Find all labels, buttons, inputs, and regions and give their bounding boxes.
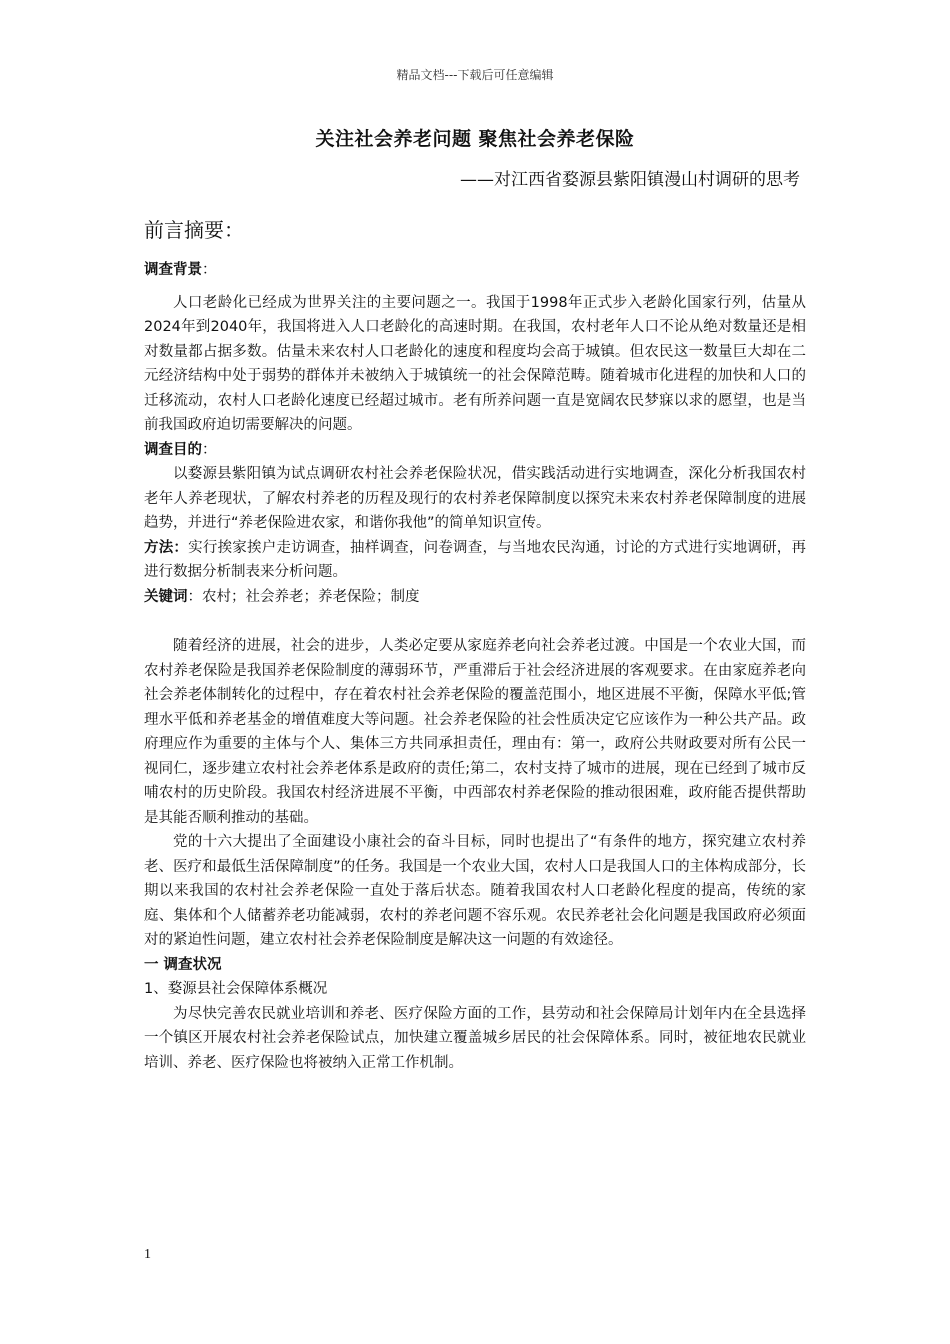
background-label: 调查背景	[144, 262, 202, 278]
keywords-line	[144, 585, 806, 610]
background-heading	[144, 258, 806, 283]
purpose-label: 调查目的	[144, 441, 202, 458]
purpose-paragraph: 以婺源县紫阳镇为试点调研农村社会养老保险状况，借实践活动进行实地调查，深化分析我国农村老年人养老现状，了解农村养老的历程及现行的农村养老保障制度以探究未来农村养老保障制度的进展趋势，并进行“养老保险进农家，和谐你我他”的简单知识宣传。	[144, 466, 806, 531]
section-heading: 前言摘要：	[144, 218, 244, 242]
page-number: 1	[144, 1247, 151, 1262]
chapter-heading: 一 调查状况	[144, 956, 222, 973]
background-paragraph: 人口老龄化已经成为世界关注的主要问题之一。我国于1998年正式步入老龄化国家行列，估量从2024年到2040年，我国将进入人口老龄化的高速时期。在我国，农村老年人口不论从绝对数量还是相对数量都占据多数。估量未来农村人口老龄化的速度和程度均会高于城镇。但农民这一数量巨大却在二元经济结构中处于弱势的群体并未被纳入于城镇统一的社会保障范畴。随着城市化进程的加快和人口的迁移流动，农村人口老龄化速度已经超过城市。老有所养问题一直是宽阔农民梦寐以求的愿望，也是当前我国政府迫切需要解决的问题。	[144, 294, 806, 433]
document-body	[144, 258, 806, 1075]
background-colon: ：	[202, 262, 217, 278]
keywords-text: ：农村；社会养老；养老保险；制度	[187, 588, 420, 605]
method-label: 方法：	[144, 539, 189, 556]
document-subtitle: ——对江西省婺源县紫阳镇漫山村调研的思考	[460, 170, 800, 190]
method-line	[144, 536, 806, 585]
header-note: 精品文档---下载后可任意编辑	[396, 68, 554, 82]
body-paragraph-1: 随着经济的进展，社会的进步，人类必定要从家庭养老向社会养老过渡。中国是一个农业大国，而农村养老保险是我国养老保险制度的薄弱环节，严重滞后于社会经济进展的客观要求。在由家庭养老向社会养老体制转化的过程中，存在着农村社会养老保险的覆盖范围小，地区进展不平衡，保障水平低;管理水平低和养老基金的增值难度大等问题。社会养老保险的社会性质决定它应该作为一种公共产品。政府理应作为重要的主体与个人、集体三方共同承担责任，理由有：第一，政府公共财政要对所有公民一视同仁，逐步建立农村社会养老体系是政府的责任;第二，农村支持了城市的进展，现在已经到了城市反哺农村的历史阶段。我国农村经济进展不平衡，中西部农村养老保险的推动很困难，政府能否提供帮助是其能否顺利推动的基础。	[144, 638, 806, 826]
purpose-heading	[144, 438, 806, 463]
subsection-paragraph: 为尽快完善农民就业培训和养老、医疗保险方面的工作，县劳动和社会保障局计划年内在全县选择一个镇区开展农村社会养老保险试点，加快建立覆盖城乡居民的社会保障体系。同时，被征地农民就业培训、养老、医疗保险也将被纳入正常工作机制。	[144, 1005, 806, 1071]
keywords-label: 关键词	[144, 588, 188, 605]
document-title: 关注社会养老问题 聚焦社会养老保险	[315, 128, 635, 150]
subsection-heading: 1、婺源县社会保障体系概况	[144, 981, 328, 997]
method-text: 实行挨家挨户走访调查，抽样调查，问卷调查，与当地农民沟通，讨论的方式进行实地调研，再进行数据分析制表来分析问题。	[144, 539, 807, 580]
body-paragraph-2: 党的十六大提出了全面建设小康社会的奋斗目标，同时也提出了“有条件的地方，探究建立农村养老、医疗和最低生活保障制度”的任务。我国是一个农业大国，农村人口是我国人口的主体构成部分，长期以来我国的农村社会养老保险一直处于落后状态。随着我国农村人口老龄化程度的提高，传统的家庭、集体和个人储蓄养老功能减弱，农村的养老问题不容乐观。农民养老社会化问题是我国政府必须面对的紧迫性问题，建立农村社会养老保险制度是解决这一问题的有效途径。	[144, 834, 806, 948]
purpose-colon: ：	[202, 441, 217, 458]
